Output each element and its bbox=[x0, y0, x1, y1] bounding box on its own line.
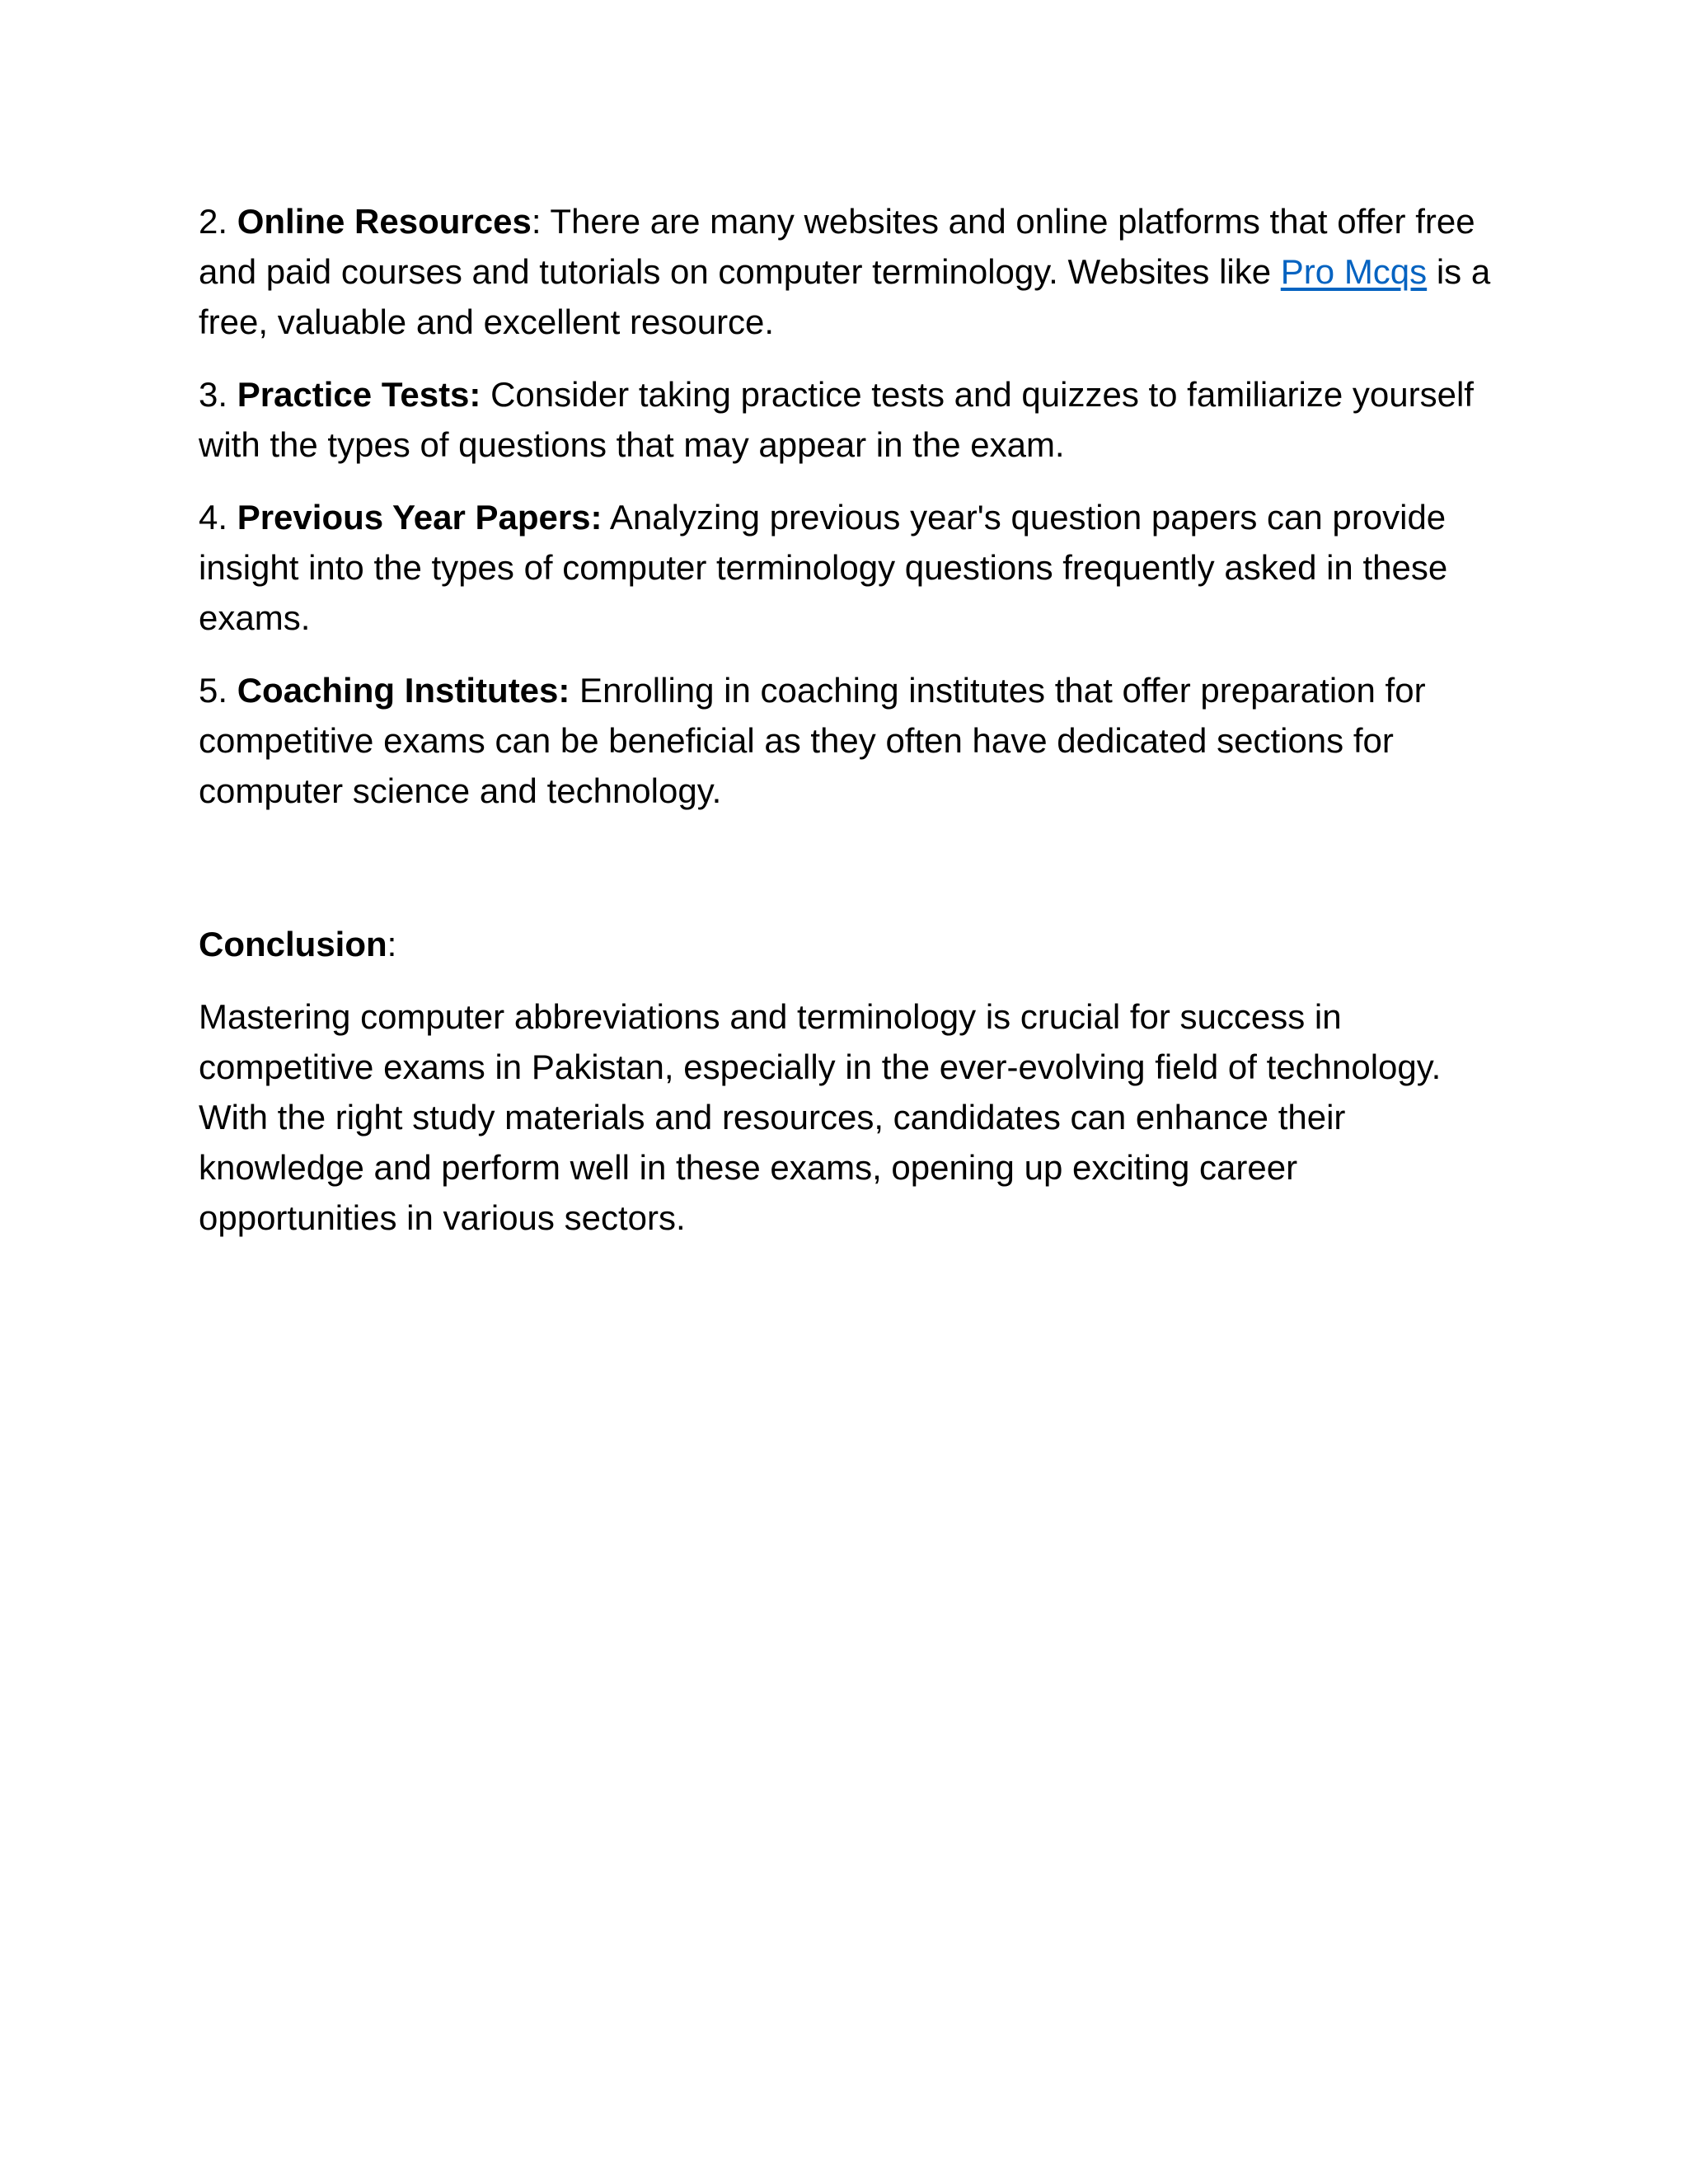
list-item-practice-tests bbox=[199, 369, 1501, 470]
list-item-previous-year-papers bbox=[199, 492, 1501, 643]
item-text: Consider taking practice tests and quizzes to familiarize yourself with the types of questions that may appear in the exam. bbox=[199, 375, 1474, 464]
item-text: Enrolling in coaching institutes that offer preparation for competitive exams can be beneficial as they often have dedicated sections for computer science and technology. bbox=[199, 671, 1426, 810]
conclusion-colon: : bbox=[387, 925, 397, 963]
item-title: Previous Year Papers: bbox=[237, 498, 603, 537]
conclusion-title: Conclusion bbox=[199, 925, 387, 963]
item-title: Coaching Institutes: bbox=[237, 671, 570, 710]
document-body bbox=[199, 196, 1501, 1265]
item-text: Analyzing previous year's question papers can provide insight into the types of computer terminology questions frequently asked in these exams. bbox=[199, 498, 1448, 637]
list-item-coaching-institutes bbox=[199, 665, 1501, 816]
conclusion-paragraph: Mastering computer abbreviations and terminology is crucial for success in competitive exams in Pakistan, especially in the ever-evolving field of technology. With the right study materials and resources, candidates can enhance their knowledge and perform well in these exams, opening up exciting career opportunities in various sectors. bbox=[199, 997, 1442, 1237]
pro-mcqs-link[interactable]: Pro Mcqs bbox=[1280, 252, 1428, 291]
item-title: Practice Tests: bbox=[237, 375, 481, 414]
item-text-after: is a free, valuable and excellent resource. bbox=[199, 252, 1491, 341]
item-number: 2. bbox=[199, 202, 237, 241]
item-number: 3. bbox=[199, 375, 237, 414]
item-title: Online Resources bbox=[237, 202, 532, 241]
item-number: 5. bbox=[199, 671, 237, 710]
list-item-online-resources bbox=[199, 196, 1501, 347]
item-separator: : bbox=[531, 202, 551, 241]
item-text: There are many websites and online platforms that offer free and paid courses and tutorials on computer terminology. Websites like bbox=[199, 202, 1475, 291]
conclusion-heading bbox=[199, 919, 1501, 969]
item-number: 4. bbox=[199, 498, 237, 537]
